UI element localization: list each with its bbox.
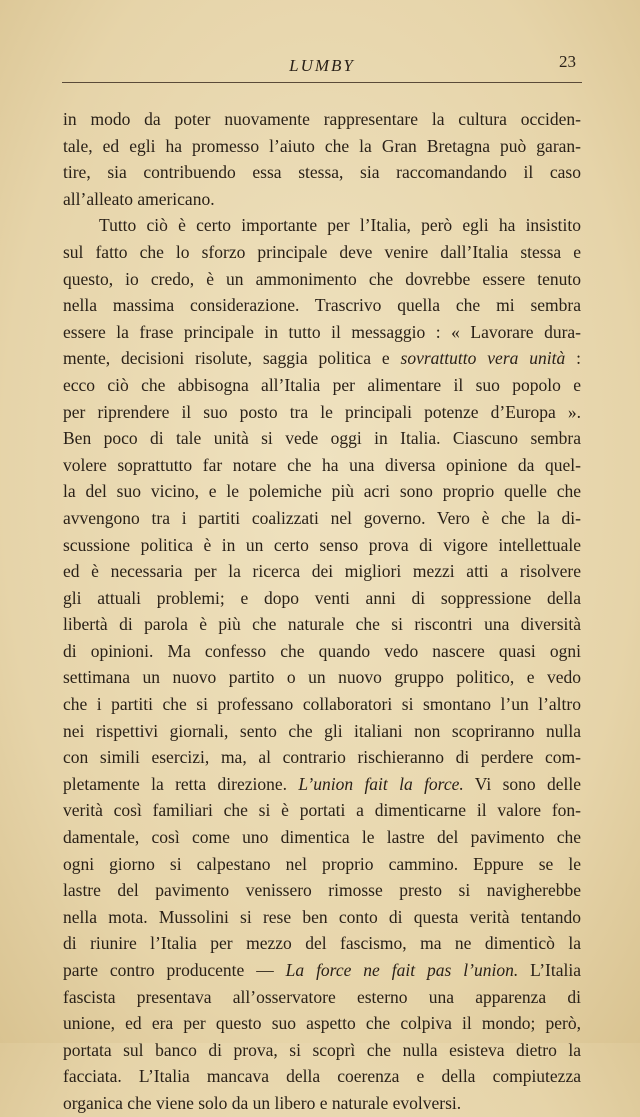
text-line: Ben poco di tale unità si vede oggi in Italia. Ciascuno sembra (63, 428, 581, 449)
text-segment: L’Italia (530, 960, 581, 980)
text-line: questo, io credo, è un ammonimento che dovrebbe essere tenuto (63, 268, 581, 289)
text-line: ed è necessaria per la ricerca dei migliori mezzi atti a risolvere (63, 561, 581, 582)
text-line: di riunire l’Italia per mezzo del fascismo, ma ne dimenticò la (63, 933, 581, 954)
text-line: tire, sia contribuendo essa stessa, sia raccomandando il caso (63, 162, 581, 183)
text-line: nella mota. Mussolini si rese ben conto di questa verità tentando (63, 906, 581, 927)
italic-phrase: sovrattutto vera unità (400, 348, 566, 369)
text-line: all’alleato americano. (63, 188, 215, 209)
text-line: verità così familiari che si è portati a dimenticarne il valore fon- (63, 800, 581, 821)
text-line: portata sul banco di prova, si scoprì che nulla esisteva dietro la (63, 1039, 581, 1060)
text-line: tale, ed egli ha promesso l’aiuto che la Gran Bretagna può garan- (63, 135, 581, 156)
text-line: nella massima considerazione. Trascrivo quella che mi sembra (63, 295, 581, 316)
text-line (63, 957, 581, 984)
text-line: organica che viene solo da un libero e naturale evolversi. (63, 1092, 462, 1113)
text-segment: pletamente la retta direzione. (63, 773, 287, 794)
text-line: volere soprattutto far notare che ha una diversa opinione da quel- (63, 454, 581, 475)
text-line (63, 771, 581, 798)
text-line: per riprendere il suo posto tra le principali potenze d’Europa ». (63, 401, 581, 422)
text-line: damentale, così come uno dimentica le lastre del pavimento che (63, 827, 581, 848)
italic-phrase: L’union fait la force. (298, 773, 464, 794)
text-segment: : (576, 348, 582, 369)
text-segment: mente, decisioni risolute, saggia politica e (63, 348, 390, 369)
text-line: la del suo vicino, e le polemiche più acri sono proprio quelle che (63, 481, 581, 502)
text-line: con simili esercizi, ma, al contrario rischieranno di perdere com- (63, 747, 581, 768)
text-line: Tutto ciò è certo importante per l’Italia, però egli ha insistito (99, 215, 581, 236)
text-line: unione, ed era per questo suo aspetto che colpiva il mondo; però, (63, 1013, 581, 1034)
text-segment: parte contro producente — (63, 960, 274, 980)
text-line: ecco ciò che abbisogna all’Italia per alimentare il suo popolo e (63, 374, 581, 395)
text-line: di opinioni. Ma confesso che quando vedo nascere quasi ogni (63, 640, 581, 661)
text-line: avvengono tra i partiti coalizzati nel governo. Vero è che la di- (63, 507, 581, 528)
italic-phrase: La force ne fait pas l’union. (285, 960, 519, 980)
page-number: 23 (559, 52, 576, 71)
text-line: in modo da poter nuovamente rappresentare la cultura occiden- (63, 109, 581, 129)
text-line: settimana un nuovo partito o un nuovo gruppo politico, e vedo (63, 667, 581, 688)
text-segment: Vi sono delle (474, 773, 581, 794)
text-line: scussione politica è in un certo senso prova di vigore intellettuale (63, 534, 581, 555)
running-title: LUMBY (289, 56, 355, 75)
body-text (63, 106, 581, 1117)
text-line: lastre del pavimento venissero rimosse presto si navigherebbe (63, 880, 581, 901)
text-line: essere la frase principale in tutto il messaggio : « Lavorare dura- (63, 321, 581, 342)
text-line: gli attuali problemi; e dopo venti anni di soppressione della (63, 587, 581, 608)
text-line: facciata. L’Italia mancava della coerenza e della compiutezza (63, 1066, 581, 1087)
text-line: fascista presentava all’osservatore esterno una apparenza di (63, 986, 581, 1007)
page-header (62, 50, 582, 83)
text-line: nei rispettivi giornali, sento che gli italiani non scopriranno nulla (63, 720, 581, 741)
text-line: che i partiti che si professano collaboratori si smontano l’un l’altro (63, 694, 581, 715)
text-line (63, 345, 581, 372)
text-line: libertà di parola è più che naturale che si riscontri una diversità (63, 614, 581, 635)
text-line: ogni giorno si calpestano nel proprio cammino. Eppure se le (63, 853, 581, 874)
text-line: sul fatto che lo sforzo principale deve venire dall’Italia stessa e (63, 241, 581, 262)
